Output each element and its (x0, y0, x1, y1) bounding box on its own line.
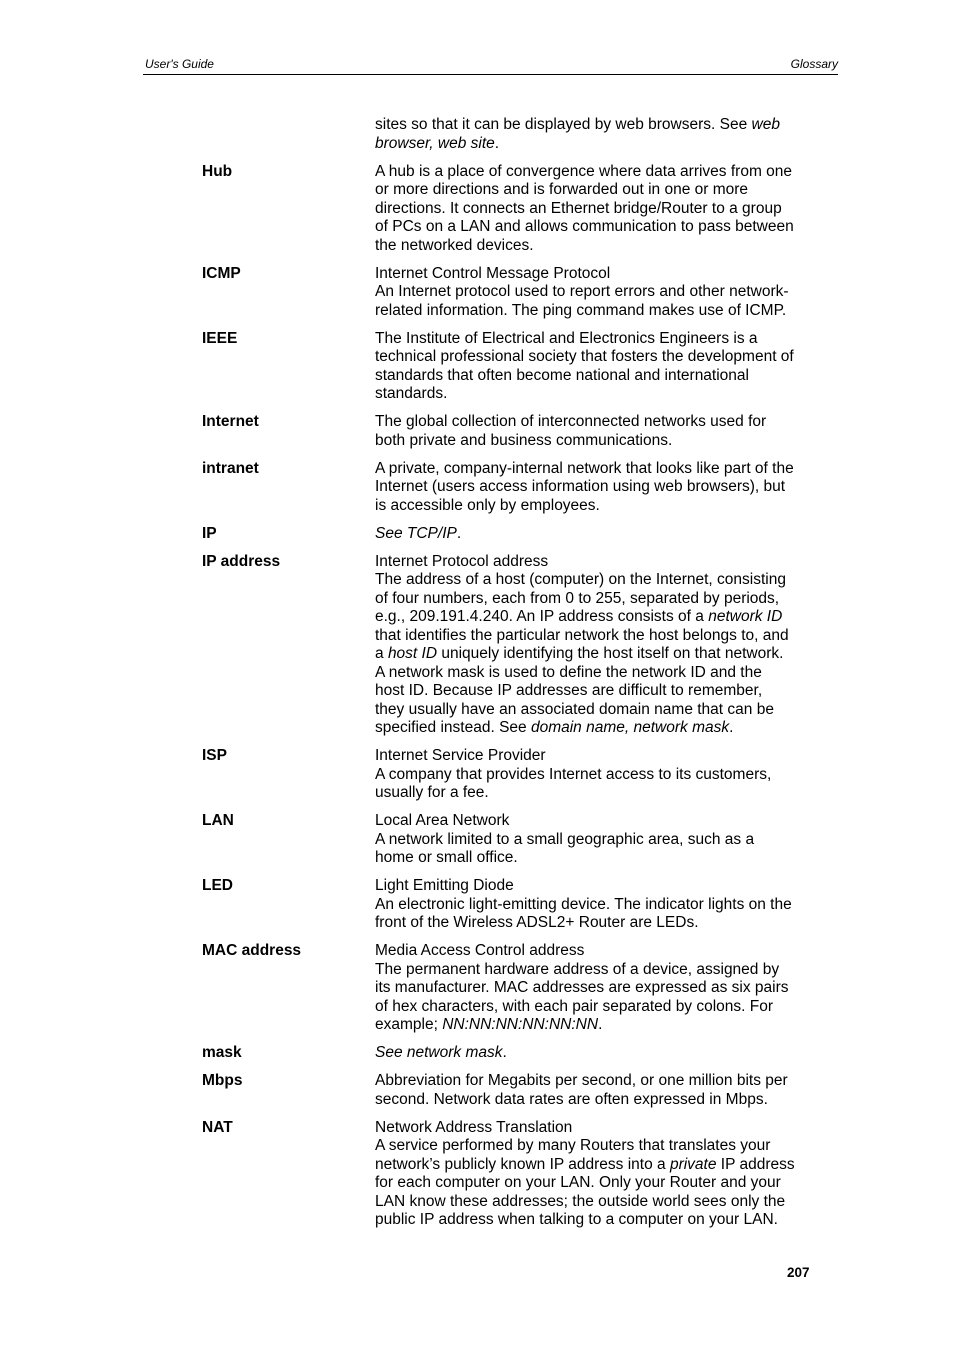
definition-text: LAN know these addresses; the outside world sees only the (375, 1192, 786, 1210)
italic-text: See TCP/IP (375, 524, 457, 542)
glossary-entry (202, 1072, 814, 1109)
definition-line (375, 1091, 811, 1110)
glossary-definition (375, 1072, 811, 1109)
definition-text: a (375, 645, 388, 662)
definition-text: its manufacturer. MAC addresses are expressed as six pairs (375, 979, 789, 996)
definition-text: Local Area Network (375, 812, 510, 829)
definition-text: second. Network data rates are often expressed in Mbps. (375, 1090, 768, 1108)
definition-text: A company that provides Internet access to its customers, (375, 765, 772, 783)
italic-text: private (669, 1155, 717, 1173)
glossary-term: IEEE (202, 329, 238, 347)
definition-line (375, 590, 811, 609)
definition-line (375, 1119, 811, 1138)
definition-line (375, 877, 811, 896)
definition-text: uniquely identifying the host itself on that network. (437, 645, 784, 662)
definition-line (375, 367, 811, 386)
glossary-entry (202, 460, 814, 516)
definition-text: specified instead. See (375, 719, 531, 736)
glossary-definition (375, 877, 811, 933)
definition-line (375, 1072, 811, 1091)
glossary-definition (375, 747, 811, 803)
glossary-definition (375, 553, 811, 738)
definition-text: for each computer on your LAN. Only your Router and your (375, 1174, 781, 1191)
glossary-definition (375, 265, 811, 321)
definition-text: or more directions and is forwarded out in one or more (375, 181, 749, 198)
definition-text: Internet Service Provider (375, 747, 546, 764)
definition-line (375, 627, 811, 646)
definition-line (375, 1044, 811, 1063)
glossary-definition (375, 1119, 811, 1230)
header-doc-title: User's Guide (145, 57, 214, 71)
definition-text: e.g., 209.191.4.240. An IP address consists of a (375, 608, 709, 625)
glossary-entry (202, 1044, 814, 1063)
definition-line (375, 283, 811, 302)
glossary-term: MAC address (202, 942, 302, 959)
definition-line (375, 766, 811, 785)
definition-text: A service performed by many Routers that translates your (375, 1137, 771, 1154)
definition-text: example; (375, 1016, 443, 1033)
definition-line (375, 1193, 811, 1212)
definition-line (375, 1211, 811, 1230)
definition-text: Abbreviation for Megabits per second, or one million bits per (375, 1072, 788, 1089)
definition-text: the networked devices. (375, 236, 534, 254)
definition-text: A hub is a place of convergence where data arrives from one (375, 162, 793, 180)
glossary-entry (202, 413, 814, 450)
definition-text: The Institute of Electrical and Electronics Engineers is a (375, 329, 758, 347)
glossary-term: LED (202, 877, 233, 894)
definition-line (375, 849, 811, 868)
definition-line (375, 831, 811, 850)
definition-text: . (456, 524, 462, 542)
definition-text: front of the Wireless ADSL2+ Router are LEDs. (375, 914, 699, 931)
definition-line (375, 553, 811, 572)
glossary-term: IP (202, 524, 217, 542)
definition-text: Media Access Control address (375, 942, 585, 959)
definition-text: usually for a fee. (375, 784, 489, 801)
definition-line (375, 432, 811, 451)
definition-text: they usually have an associated domain name that can be (375, 700, 774, 718)
glossary-entry (202, 553, 814, 738)
glossary-term: ISP (202, 747, 227, 764)
definition-line (375, 497, 811, 516)
italic-text: domain name, network mask (530, 719, 730, 736)
definition-line (375, 682, 811, 701)
definition-text: of four numbers, each from 0 to 255, separated by periods, (375, 589, 780, 607)
definition-line (375, 218, 811, 237)
definition-line (375, 812, 811, 831)
definition-line (375, 645, 811, 664)
definition-line (375, 265, 811, 284)
definition-text: IP address (716, 1155, 795, 1173)
definition-line (375, 608, 811, 627)
glossary-term: IP address (202, 552, 281, 570)
definition-text: of PCs on a LAN and allows communication to pass between (375, 218, 794, 235)
definition-text: Light Emitting Diode (375, 877, 514, 894)
glossary-term: Hub (202, 162, 233, 180)
definition-line (375, 571, 811, 590)
definition-line (375, 1137, 811, 1156)
definition-line (375, 747, 811, 766)
definition-text: . (729, 719, 734, 736)
definition-line (375, 961, 811, 980)
definition-text: . (494, 134, 500, 152)
definition-text: A private, company-internal network that looks like part of the (375, 459, 794, 477)
definition-text: home or small office. (375, 849, 518, 866)
definition-line (375, 413, 811, 432)
glossary-term: Mbps (202, 1072, 243, 1089)
glossary-definition (375, 525, 811, 544)
definition-line (375, 135, 811, 154)
definition-line (375, 525, 811, 544)
italic-text: network ID (708, 608, 783, 625)
definition-line (375, 979, 811, 998)
definition-line (375, 914, 811, 933)
glossary-entry (202, 877, 814, 933)
glossary-definition (375, 116, 811, 153)
definition-line (375, 460, 811, 479)
glossary-definition (375, 460, 811, 516)
glossary-term: Internet (202, 413, 259, 430)
glossary-definition (375, 163, 811, 256)
glossary-entry (202, 942, 814, 1035)
definition-text: sites so that it can be displayed by web browsers. See (375, 116, 752, 133)
glossary-term: mask (202, 1044, 242, 1061)
glossary-entry (202, 330, 814, 404)
definition-line (375, 719, 811, 738)
definition-text: standards that often become national and international (375, 366, 749, 384)
definition-line (375, 302, 811, 321)
glossary-definition (375, 413, 811, 450)
italic-text: web (751, 116, 780, 133)
glossary-term: LAN (202, 812, 234, 829)
definition-text: network’s publicly known IP address into a (375, 1155, 670, 1173)
definition-text: Internet (users access information using web browsers), but (375, 478, 786, 495)
definition-line (375, 200, 811, 219)
italic-text: host ID (387, 645, 438, 662)
definition-text: The permanent hardware address of a device, assigned by (375, 960, 780, 978)
glossary-list (202, 116, 814, 1239)
definition-text: The address of a host (computer) on the Internet, consisting (375, 571, 786, 588)
definition-line (375, 784, 811, 803)
definition-text: A network mask is used to define the network ID and the (375, 663, 762, 681)
definition-line (375, 348, 811, 367)
definition-line (375, 163, 811, 182)
definition-line (375, 1174, 811, 1193)
definition-text: An electronic light-emitting device. The indicator lights on the (375, 895, 792, 913)
definition-line (375, 237, 811, 256)
definition-line (375, 385, 811, 404)
definition-line (375, 330, 811, 349)
definition-text: . (502, 1044, 507, 1061)
definition-text: both private and business communications. (375, 431, 673, 449)
page-header (143, 56, 838, 75)
definition-text: A network limited to a small geographic area, such as a (375, 830, 755, 848)
glossary-term: intranet (202, 459, 259, 477)
glossary-entry (202, 163, 814, 256)
glossary-entry (202, 1119, 814, 1230)
glossary-definition (375, 942, 811, 1035)
definition-line (375, 701, 811, 720)
definition-text: Network Address Translation (375, 1118, 573, 1136)
definition-text: The global collection of interconnected networks used for (375, 413, 767, 430)
definition-text: is accessible only by employees. (375, 496, 600, 514)
page-number: 207 (787, 1265, 810, 1280)
definition-text: standards. (375, 385, 448, 402)
definition-text: that identifies the particular network the host belongs to, and (375, 626, 789, 644)
definition-text: technical professional society that fosters the development of (375, 348, 794, 365)
definition-text: of hex characters, with each pair separated by colons. For (375, 997, 774, 1015)
definition-text: directions. It connects an Ethernet bridge/Router to a group (375, 199, 782, 217)
definition-text: An Internet protocol used to report errors and other network- (375, 283, 789, 300)
italic-text: NN:NN:NN:NN:NN:NN (442, 1016, 599, 1033)
definition-line (375, 478, 811, 497)
definition-line (375, 116, 811, 135)
glossary-term: ICMP (202, 264, 241, 282)
glossary-term: NAT (202, 1118, 233, 1136)
definition-line (375, 664, 811, 683)
glossary-definition (375, 330, 811, 404)
italic-text: See network mask (375, 1044, 503, 1061)
definition-text: Internet Protocol address (375, 552, 549, 570)
definition-text: Internet Control Message Protocol (375, 264, 611, 282)
glossary-entry (202, 747, 814, 803)
definition-text: host ID. Because IP addresses are difficult to remember, (375, 682, 763, 699)
definition-line (375, 1156, 811, 1175)
header-section-title: Glossary (790, 57, 838, 71)
definition-line (375, 1016, 811, 1035)
definition-text: public IP address when talking to a computer on your LAN. (375, 1211, 778, 1228)
definition-line (375, 942, 811, 961)
definition-line (375, 181, 811, 200)
glossary-definition (375, 812, 811, 868)
glossary-entry (202, 265, 814, 321)
italic-text: browser, web site (375, 134, 495, 152)
glossary-entry (202, 812, 814, 868)
glossary-definition (375, 1044, 811, 1063)
definition-line (375, 998, 811, 1017)
glossary-entry (202, 525, 814, 544)
definition-text: . (598, 1016, 603, 1033)
glossary-entry (202, 116, 814, 153)
definition-line (375, 896, 811, 915)
definition-text: related information. The ping command makes use of ICMP. (375, 301, 787, 319)
